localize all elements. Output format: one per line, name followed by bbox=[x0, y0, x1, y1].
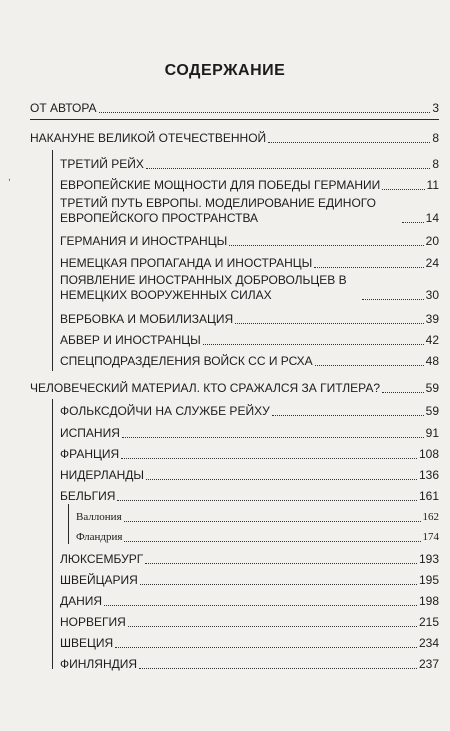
toc-entry-page: 161 bbox=[418, 489, 439, 503]
toc-leader bbox=[115, 647, 417, 648]
toc-entry-page: 237 bbox=[418, 657, 439, 671]
toc-entry-label: ФРАНЦИЯ bbox=[60, 447, 120, 461]
section-underline bbox=[30, 119, 439, 120]
toc-entry-page: 24 bbox=[425, 256, 439, 270]
toc-entry-label: ШВЕЙЦАРИЯ bbox=[60, 573, 138, 587]
toc-leader bbox=[382, 189, 424, 190]
toc-entry-page: 198 bbox=[418, 594, 439, 608]
toc-leader bbox=[146, 168, 430, 169]
toc-leader bbox=[121, 458, 417, 459]
toc-entry-page: 108 bbox=[418, 447, 439, 461]
toc-entry-label: НИДЕРЛАНДЫ bbox=[60, 468, 145, 482]
toc-entry-label: АБВЕР И ИНОСТРАНЦЫ bbox=[60, 333, 201, 347]
toc-entry-label: СПЕЦПОДРАЗДЕЛЕНИЯ ВОЙСК СС И РСХА bbox=[60, 354, 313, 368]
toc-leader bbox=[117, 500, 417, 501]
toc-entry[interactable] bbox=[60, 256, 439, 271]
toc-entry-label: ЛЮКСЕМБУРГ bbox=[60, 552, 144, 566]
toc-leader bbox=[315, 365, 424, 366]
toc-leader bbox=[402, 222, 424, 223]
toc-entry[interactable] bbox=[60, 447, 439, 462]
toc-entry-label: ВЕРБОВКА И МОБИЛИЗАЦИЯ bbox=[60, 312, 234, 326]
toc-entry-page: 193 bbox=[418, 552, 439, 566]
toc-leader bbox=[99, 112, 431, 113]
toc-entry[interactable] bbox=[60, 489, 439, 504]
toc-entry-page: 136 bbox=[418, 468, 439, 482]
toc-entry-page: 42 bbox=[425, 333, 439, 347]
toc-entry[interactable] bbox=[60, 636, 439, 651]
toc-leader bbox=[268, 142, 430, 143]
toc-entry[interactable] bbox=[60, 333, 439, 348]
toc-entry-page: 3 bbox=[432, 101, 439, 115]
toc-entry-page: 59 bbox=[425, 404, 439, 418]
toc-leader bbox=[382, 392, 424, 393]
toc-entry[interactable] bbox=[60, 426, 439, 441]
toc-entry-label: НЕМЕЦКАЯ ПРОПАГАНДА И ИНОСТРАНЦЫ bbox=[60, 256, 313, 270]
toc-entry[interactable] bbox=[60, 354, 439, 369]
toc-leader bbox=[145, 563, 417, 564]
toc-entry[interactable] bbox=[60, 196, 439, 226]
toc-leader bbox=[124, 541, 420, 542]
toc-entry[interactable] bbox=[60, 468, 439, 483]
toc-entry[interactable] bbox=[60, 312, 439, 327]
toc-entry-page: 11 bbox=[426, 178, 439, 192]
toc-entry-page: 59 bbox=[425, 381, 439, 395]
toc-entry[interactable] bbox=[60, 573, 439, 588]
toc-entry[interactable] bbox=[76, 530, 439, 545]
toc-entry[interactable] bbox=[60, 594, 439, 609]
toc-entry-label: ФОЛЬКСДОЙЧИ НА СЛУЖБЕ РЕЙХУ bbox=[60, 404, 270, 418]
toc-entry-label: ИСПАНИЯ bbox=[60, 426, 120, 440]
toc-entry-page: 48 bbox=[425, 354, 439, 368]
page-title: СОДЕРЖАНИЕ bbox=[164, 62, 286, 79]
toc-entry[interactable] bbox=[60, 615, 439, 630]
toc-entry-label: ОТ АВТОРА bbox=[30, 101, 97, 115]
toc-entry-page: 8 bbox=[432, 131, 439, 145]
toc-entry-page: 91 bbox=[425, 426, 439, 440]
toc-leader bbox=[314, 267, 423, 268]
toc-entry-label: БЕЛЬГИЯ bbox=[60, 489, 116, 503]
toc-entry-label: ШВЕЦИЯ bbox=[60, 636, 114, 650]
toc-entry-page: 162 bbox=[422, 511, 439, 523]
toc-entry-label: ГЕРМАНИЯ И ИНОСТРАНЦЫ bbox=[60, 234, 228, 248]
toc-entry-page: 174 bbox=[422, 531, 439, 543]
toc-entry-page: 20 bbox=[425, 234, 439, 248]
toc-entry-label: ДАНИЯ bbox=[60, 594, 103, 608]
toc-entry[interactable] bbox=[60, 234, 439, 249]
toc-leader bbox=[104, 605, 417, 606]
toc-leader bbox=[203, 344, 424, 345]
toc-entry-page: 8 bbox=[432, 157, 439, 171]
toc-entry-label: Валлония bbox=[76, 511, 122, 523]
section-bracket bbox=[52, 399, 53, 669]
toc-entry-page: 30 bbox=[425, 288, 439, 302]
toc-entry-page: 195 bbox=[418, 573, 439, 587]
toc-leader bbox=[122, 437, 424, 438]
toc-entry-label: НОРВЕГИЯ bbox=[60, 615, 126, 629]
toc-entry[interactable] bbox=[60, 157, 439, 172]
toc-leader bbox=[229, 245, 423, 246]
toc-entry[interactable] bbox=[30, 101, 439, 116]
toc-leader bbox=[124, 521, 421, 522]
toc-entry[interactable] bbox=[30, 131, 439, 146]
subsection-bracket bbox=[68, 504, 69, 544]
toc-entry[interactable] bbox=[60, 404, 439, 419]
toc-entry-label: НАКАНУНЕ ВЕЛИКОЙ ОТЕЧЕСТВЕННОЙ bbox=[30, 131, 267, 145]
toc-leader bbox=[146, 479, 417, 480]
toc-leader bbox=[128, 626, 417, 627]
toc-entry-label: ФИНЛЯНДИЯ bbox=[60, 657, 138, 671]
toc-entry[interactable] bbox=[60, 657, 439, 672]
toc-entry[interactable] bbox=[76, 510, 439, 525]
toc-leader bbox=[362, 299, 424, 300]
toc-entry[interactable] bbox=[60, 273, 439, 303]
toc-entry[interactable] bbox=[30, 381, 439, 396]
toc-entry-page: 215 bbox=[418, 615, 439, 629]
toc-entry-label: ТРЕТИЙ РЕЙХ bbox=[60, 157, 144, 171]
toc-entry[interactable] bbox=[60, 178, 439, 193]
toc-entry-label: Фландрия bbox=[76, 531, 123, 543]
toc-leader bbox=[272, 415, 424, 416]
toc-entry-label: ТРЕТИЙ ПУТЬ ЕВРОПЫ. МОДЕЛИРОВАНИЕ ЕДИНОГО ЕВРОПЕЙСКОГО ПРОСТРАНСТВА bbox=[60, 196, 376, 225]
toc-entry-label: ПОЯВЛЕНИЕ ИНОСТРАННЫХ ДОБРОВОЛЬЦЕВ В НЕМЕЦКИХ ВООРУЖЕННЫХ СИЛАХ bbox=[60, 273, 347, 302]
toc-leader bbox=[139, 668, 417, 669]
toc-entry-label: ЧЕЛОВЕЧЕСКИЙ МАТЕРИАЛ. КТО СРАЖАЛСЯ ЗА ГИТЛЕРА? bbox=[30, 381, 381, 395]
toc-entry-page: 14 bbox=[425, 211, 439, 225]
toc-entry-page: 234 bbox=[418, 636, 439, 650]
toc-leader bbox=[235, 323, 424, 324]
toc-entry-page: 39 bbox=[425, 312, 439, 326]
toc-entry[interactable] bbox=[60, 552, 439, 567]
toc-leader bbox=[140, 584, 417, 585]
section-bracket bbox=[52, 150, 53, 371]
toc-entry-label: ЕВРОПЕЙСКИЕ МОЩНОСТИ ДЛЯ ПОБЕДЫ ГЕРМАНИИ bbox=[60, 178, 381, 192]
margin-mark: , bbox=[8, 172, 11, 183]
